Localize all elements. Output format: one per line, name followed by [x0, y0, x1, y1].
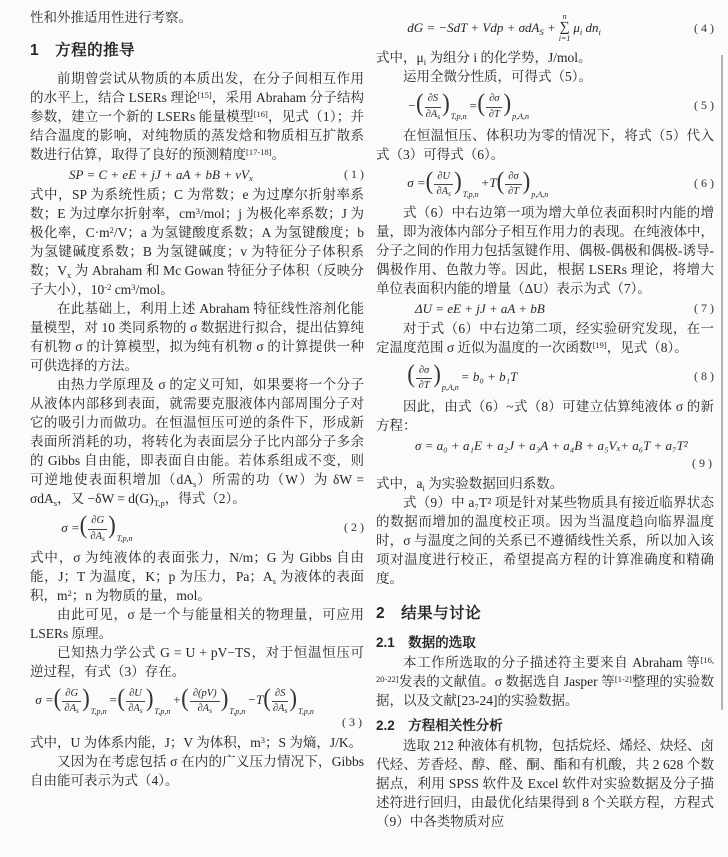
- equation-4: [376, 13, 714, 43]
- paragraph-new-equation-intro: 因此，由式（6）~式（8）可建立估算纯液体 σ 的新方程：: [376, 398, 714, 433]
- paragraph-eq3-terms: 式中，U 为体系内能，J；V 为体积，$m^3$；S 为熵，J/K。: [30, 735, 363, 751]
- equation-7-body: ΔU = eE + jJ + aA + bB: [415, 301, 545, 317]
- plus-T-term: +T: [480, 175, 497, 191]
- equation-4-pre: dG = −SdT + Vdp + σdA$_S$ +: [407, 20, 556, 37]
- fraction: ( $\frac{\partial\sigma}{\partial T}$ )$_{p,A,n}$: [496, 166, 549, 199]
- equation-4-body: [407, 13, 601, 43]
- paragraph-generalized-pressure: 又因为在考虑包括 σ 在内的广义压力情况下，Gibbs 自由能可表示为式（4）。: [30, 754, 364, 789]
- minus-T-term: −T: [247, 692, 264, 708]
- paragraph-data-selection: 本工作所选取的分子描述符主要来自 Abraham 等[16, 20-22]发表的文献值。σ 数据选自 Jasper 等[1-2]整理的实验数据，以及文献[23-24]的实验数据。: [376, 654, 715, 708]
- paragraph-lsers-applicable: 由此可见，σ 是一个与能量相关的物理量，可应用 LSERs 原理。: [30, 606, 364, 641]
- equation-1-number: ( 1 ): [344, 167, 364, 181]
- equation-8-rhs: = b₀ + b₁T: [460, 368, 518, 384]
- equation-2-body: [61, 510, 134, 543]
- equation-5: [376, 88, 714, 121]
- equation-9-body: σ = a₀ + a₁E + a₂J + a₃A + a₄B + a₅V $_x$ + a₆T + a₇T²: [415, 437, 688, 454]
- paragraph-substitute: 在恒温恒压、体积功为零的情况下，将式（5）代入式（3）可得式（6）。: [376, 127, 714, 162]
- paragraph-eq9-terms: 式中，$a_i$ 为实验数据回归系数。: [376, 475, 564, 493]
- minus-sign: −: [407, 97, 416, 113]
- equation-6-lhs: σ =: [407, 175, 426, 191]
- paragraph-eq1-terms: 式中，SP 为系统性质；C 为常数；e 为过摩尔折射率系数；E 为过摩尔折射率，$cm^3$/mol；j 为极化率系数；J 为极化率，$C\cdot m^2/V$；a 为氢键酸度系数；A 为氢键酸度；b 为氢键碱度系数；B 为氢键碱度；v 为特征分子体积系数；$V_x$ 为 Abraham 和 Mc Gowan 特征分子体积（反映分子大小），$10^{-2}$ $cm^3$/mol。: [30, 187, 365, 297]
- fraction: ( $\frac{\partial U}{\partial As}$ )$_{T,p,n}$: [425, 166, 479, 199]
- equation-5-number: ( 5 ): [694, 98, 714, 113]
- equation-9: [376, 437, 714, 454]
- equation-6-number: ( 6 ): [694, 175, 714, 190]
- equation-3: [30, 683, 364, 716]
- equation-3-lhs: σ =: [35, 692, 54, 708]
- subsection-heading-2-2: 2.2 方程相关性分析: [376, 717, 503, 733]
- fraction: ( $\frac{\partial U}{\partial As}$ )$_{T,p,n}$: [117, 683, 171, 716]
- equation-2-number: ( 2 ): [344, 520, 364, 535]
- paragraph-thermodynamics: 由热力学原理及 σ 的定义可知，如果要将一个分子从液体内部移到表面，就需要克服液体内部周围分子对它的吸引力而做功。在恒温恒压可逆的条件下，形成新表面所消耗的功，将转化为表面层分子比内部分子多余的 Gibbs 自由能，即表面自由能。若体系组成不变，则可逆地使表面积增加$(dA_s)$所需的功（W）为 δW = σdA$_s$，又 $-\delta W = d(G)_{T,p}$，得式（2）。: [30, 377, 365, 508]
- paragraph-derivation-intro: 前期曾尝试从物质的本质出发，在分子间相互作用的水平上，结合 LSERs 理论[15]，采用 Abraham 分子结构参数，建立一个新的 LSERs 能量模型[16]，见式（1）；并结合温度的影响，对纯物质的蒸发焓和物质相互扩散系数进行估算，取得了良好的预测精度[17-18]。: [30, 71, 365, 162]
- paragraph-gibbs-formula: 已知热力学公式 G = U + pV−TS，对于恒温恒压可逆过程，有式（3）存在。: [30, 644, 364, 679]
- equation-6: [376, 166, 714, 199]
- equation-1: [30, 166, 364, 183]
- fraction: ( $\frac{\partial G}{\partial As}$ )$_{T,p,n}$: [53, 683, 107, 716]
- equals-sign: =: [108, 692, 118, 708]
- fraction: ( $\frac{\partial S}{\partial As}$ )$_{T,p,n}$: [263, 683, 314, 716]
- paragraph-eq4-terms: 式中，$\mu_i$ 为组分 i 的化学势，J/mol。: [376, 50, 592, 67]
- paragraph-total-differential: 运用全微分性质，可得式（5）。: [403, 69, 592, 84]
- fraction: ( $\frac{\partial S}{\partial As}$ )$_{T,p,n}$: [415, 88, 467, 121]
- intro-continuation-line: 性和外推适用性进行考察。: [30, 10, 192, 25]
- paragraph-eq6-discussion: 式（6）中右边第一项为增大单位表面积时内能的增量，即为液体内部分子相互作用力的表现。在纯液体中，分子之间的作用力包括氢键作用、偶极-偶极和偶极-诱导-偶极作用、色散力等。因此，根据 LSERs 理论，将增大单位表面积内能的增量（ΔU）表示为式（7）。: [376, 205, 714, 297]
- equation-3-body: [35, 683, 316, 716]
- equation-2-lhs: σ =: [61, 519, 80, 535]
- plus-sign: +: [172, 692, 182, 708]
- paragraph-temperature-correction: 式（9）中 a₇T² 项是针对某些物质具有接近临界状态的数据而增加的温度校正项。因为当温度趋向临界温度时，σ 与温度之间的关系已不遵循线性关系，所以加入该项对温度进行校正，希望提高方程的计算准确度和精确度。: [376, 494, 714, 586]
- fraction: ( $\frac{\partial(pV)}{\partial As}$ )$_{T,p,n}$: [181, 683, 246, 716]
- equation-1-body: SP = C + eE + jJ + aA + bB + vV $_x$: [69, 167, 253, 183]
- fraction: ( $\frac{\partial G}{\partial As}$ )$_{T,p,n}$: [79, 510, 133, 543]
- scan-edge-artifact: [721, 55, 723, 710]
- paragraph-eq2-terms: 式中，σ 为纯液体的表面张力，N/m；G 为 Gibbs 自由能，J；T 为温度，K；p 为压力，Pa；$A_s$ 为液体的表面积，$m^2$；n 为物质的量，mol。: [30, 549, 364, 603]
- fraction: ( $\frac{\partial\sigma}{\partial T}$ )$_{p,A,n}$: [407, 359, 459, 393]
- paragraph-second-term: 对于式（6）中右边第二项，经实验研究发现，在一定温度范围 σ 近似为温度的一次函数[19]，见式（8）。: [376, 321, 714, 356]
- equation-8-body: [407, 359, 518, 393]
- section-heading-1: 1 方程的推导: [30, 42, 136, 59]
- paragraph-basis: 在此基础上，利用上述 Abraham 特征线性溶剂化能量模型，对 10 类同系物的 σ 数据进行拟合，提出估算纯有机物 σ 的计算模型，拟为纯有机物 σ 的计算提供一种可供选择的方法。: [30, 301, 364, 373]
- paragraph-correlation-analysis: 选取 212 种液体有机物，包括烷烃、烯烃、炔烃、卤代烃、芳香烃、醇、醛、酮、酯和有机酸，共 2 628 个数据点，利用 SPSS 软件及 Excel 软件对实验数据及分子描述符进行回归，由最优化结果得到 8 个关联方程，方程式（9）中各类物质对应: [376, 737, 714, 829]
- section-heading-2: 2 结果与讨论: [376, 604, 482, 622]
- right-column: [376, 8, 714, 831]
- equation-5-body: [407, 88, 531, 121]
- equation-4-number: ( 4 ): [694, 20, 714, 35]
- summation-symbol: n ∑ i=1: [558, 12, 571, 43]
- equation-4-post: $\mu_i$ $dn_i$: [573, 20, 601, 37]
- equals-sign: =: [468, 97, 478, 113]
- equation-9-number: ( 9 ): [692, 455, 712, 470]
- equation-8-number: ( 8 ): [694, 369, 714, 384]
- equation-3-number: ( 3 ): [342, 715, 362, 730]
- fraction: ( $\frac{\partial\sigma}{\partial T}$ )$_{p,A,n}$: [477, 88, 530, 121]
- equation-7-number: ( 7 ): [694, 301, 714, 316]
- equation-6-body: [407, 166, 550, 199]
- equation-8: [376, 359, 714, 393]
- left-column: [30, 8, 364, 790]
- subsection-heading-2-1: 2.1 数据的选取: [376, 634, 476, 650]
- equation-7: [376, 300, 714, 317]
- equation-2: [30, 510, 364, 543]
